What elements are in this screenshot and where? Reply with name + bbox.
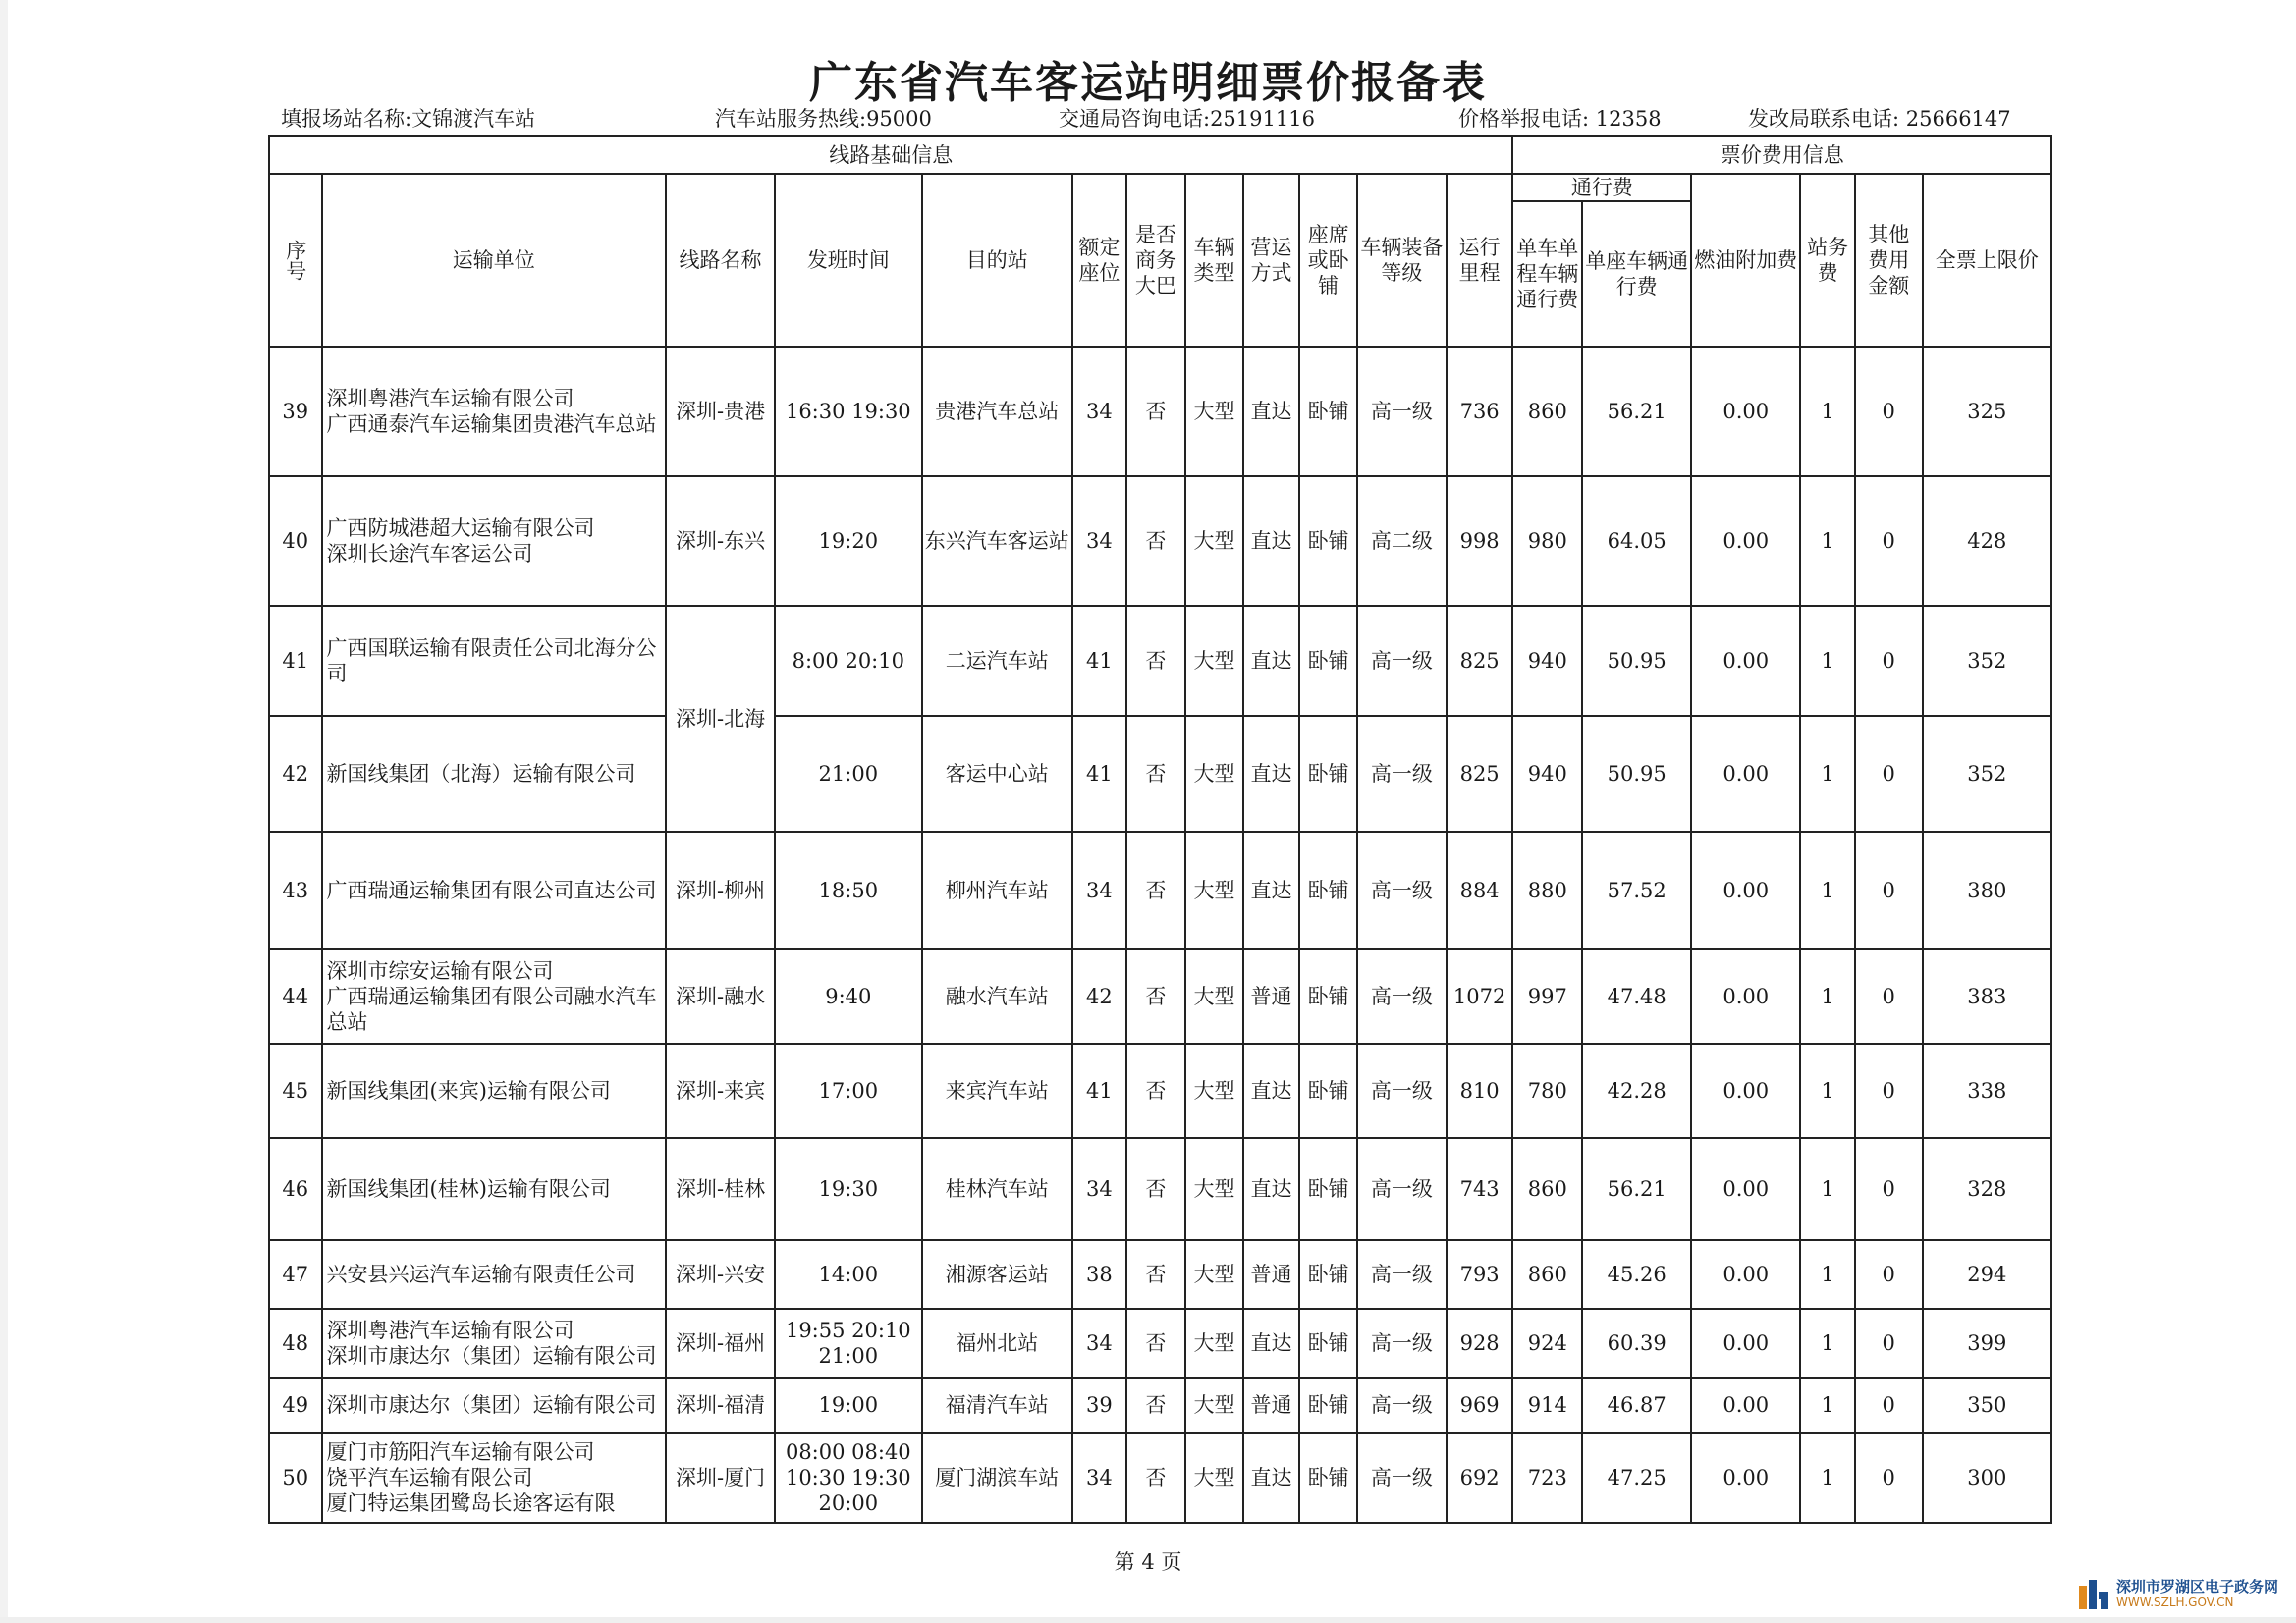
cell-route: 深圳-厦门 — [666, 1433, 775, 1523]
header-toll-seat: 单座车辆通行费 — [1582, 201, 1691, 347]
cell-route: 深圳-来宾 — [666, 1044, 775, 1138]
cell-seq: 48 — [269, 1309, 322, 1378]
cell-seq: 47 — [269, 1240, 322, 1309]
header-dest: 目的站 — [922, 174, 1073, 347]
cell-berth: 卧铺 — [1299, 1240, 1357, 1309]
cell-grade: 高一级 — [1357, 716, 1447, 832]
cell-seq: 41 — [269, 606, 322, 716]
cell-grade: 高一级 — [1357, 1378, 1447, 1433]
cell-toll-seat: 60.39 — [1582, 1309, 1691, 1378]
cell-berth: 卧铺 — [1299, 1433, 1357, 1523]
cell-grade: 高一级 — [1357, 832, 1447, 949]
cell-station-fee: 1 — [1800, 1309, 1855, 1378]
cell-business: 否 — [1126, 1044, 1186, 1138]
header-vtype: 车辆类型 — [1185, 174, 1243, 347]
table-row — [269, 476, 2051, 606]
watermark-name: 深圳市罗湖区电子政务网 — [2115, 1578, 2278, 1596]
cell-business: 否 — [1126, 1138, 1186, 1240]
cell-mileage: 825 — [1447, 606, 1513, 716]
cell-berth: 卧铺 — [1299, 1309, 1357, 1378]
cell-time: 17:00 — [775, 1044, 921, 1138]
cell-vtype: 大型 — [1185, 1378, 1243, 1433]
cell-max: 380 — [1923, 832, 2051, 949]
cell-other: 0 — [1855, 949, 1923, 1044]
cell-business: 否 — [1126, 1240, 1186, 1309]
table-row — [269, 716, 2051, 832]
info-station: 填报场站名称:文锦渡汽车站 — [281, 107, 536, 131]
header-station-fee: 站务费 — [1800, 174, 1855, 347]
cell-business: 否 — [1126, 1378, 1186, 1433]
cell-dest: 二运汽车站 — [922, 606, 1073, 716]
cell-station-fee: 1 — [1800, 716, 1855, 832]
table-row — [269, 1240, 2051, 1309]
cell-mileage: 825 — [1447, 716, 1513, 832]
cell-berth: 卧铺 — [1299, 832, 1357, 949]
cell-toll-single: 860 — [1512, 1240, 1582, 1309]
cell-toll-seat: 47.25 — [1582, 1433, 1691, 1523]
cell-berth: 卧铺 — [1299, 1044, 1357, 1138]
cell-berth: 卧铺 — [1299, 476, 1357, 606]
cell-seats: 34 — [1072, 1433, 1126, 1523]
cell-time: 19:55 20:10 21:00 — [775, 1309, 921, 1378]
cell-time: 8:00 20:10 — [775, 606, 921, 716]
cell-business: 否 — [1126, 606, 1186, 716]
cell-mileage: 810 — [1447, 1044, 1513, 1138]
cell-berth: 卧铺 — [1299, 1378, 1357, 1433]
cell-route: 深圳-柳州 — [666, 832, 775, 949]
cell-company: 广西国联运输有限责任公司北海分公司 — [322, 606, 666, 716]
cell-dest: 东兴汽车客运站 — [922, 476, 1073, 606]
cell-station-fee: 1 — [1800, 949, 1855, 1044]
cell-time: 19:20 — [775, 476, 921, 606]
cell-toll-seat: 42.28 — [1582, 1044, 1691, 1138]
cell-toll-single: 723 — [1512, 1433, 1582, 1523]
cell-fuel: 0.00 — [1691, 1309, 1800, 1378]
header-max: 全票上限价 — [1923, 174, 2051, 347]
cell-time: 21:00 — [775, 716, 921, 832]
cell-seats: 34 — [1072, 476, 1126, 606]
cell-time: 16:30 19:30 — [775, 347, 921, 476]
cell-grade: 高一级 — [1357, 1309, 1447, 1378]
cell-route: 深圳-融水 — [666, 949, 775, 1044]
cell-mode: 直达 — [1243, 606, 1300, 716]
cell-company: 广西防城港超大运输有限公司 深圳长途汽车客运公司 — [322, 476, 666, 606]
cell-seq: 39 — [269, 347, 322, 476]
cell-toll-seat: 50.95 — [1582, 606, 1691, 716]
cell-mode: 直达 — [1243, 347, 1300, 476]
cell-company: 厦门市筋阳汽车运输有限公司 饶平汽车运输有限公司 厦门特运集团鹭岛长途客运有限 — [322, 1433, 666, 1523]
cell-grade: 高一级 — [1357, 1138, 1447, 1240]
cell-other: 0 — [1855, 1138, 1923, 1240]
cell-fuel: 0.00 — [1691, 347, 1800, 476]
cell-mode: 普通 — [1243, 1240, 1300, 1309]
cell-seq: 40 — [269, 476, 322, 606]
cell-mode: 直达 — [1243, 1309, 1300, 1378]
page-title: 广东省汽车客运站明细票价报备表 — [809, 58, 1487, 108]
cell-fuel: 0.00 — [1691, 716, 1800, 832]
cell-berth: 卧铺 — [1299, 716, 1357, 832]
cell-time: 08:00 08:40 10:30 19:30 20:00 — [775, 1433, 921, 1523]
cell-company: 深圳市综安运输有限公司 广西瑞通运输集团有限公司融水汽车总站 — [322, 949, 666, 1044]
cell-toll-seat: 47.48 — [1582, 949, 1691, 1044]
cell-mode: 直达 — [1243, 1044, 1300, 1138]
cell-seats: 38 — [1072, 1240, 1126, 1309]
header-fuel: 燃油附加费 — [1691, 174, 1800, 347]
cell-seq: 45 — [269, 1044, 322, 1138]
watermark-url: WWW.SZLH.GOV.CN — [2115, 1596, 2234, 1609]
cell-vtype: 大型 — [1185, 832, 1243, 949]
cell-seats: 39 — [1072, 1378, 1126, 1433]
cell-time: 14:00 — [775, 1240, 921, 1309]
cell-vtype: 大型 — [1185, 347, 1243, 476]
cell-station-fee: 1 — [1800, 606, 1855, 716]
header-company: 运输单位 — [322, 174, 666, 347]
cell-other: 0 — [1855, 1240, 1923, 1309]
header-other: 其他费用金额 — [1855, 174, 1923, 347]
cell-business: 否 — [1126, 832, 1186, 949]
cell-mileage: 793 — [1447, 1240, 1513, 1309]
cell-other: 0 — [1855, 832, 1923, 949]
header-grade: 车辆装备等级 — [1357, 174, 1447, 347]
table-row — [269, 1044, 2051, 1138]
cell-fuel: 0.00 — [1691, 832, 1800, 949]
cell-max: 300 — [1923, 1433, 2051, 1523]
cell-seats: 41 — [1072, 1044, 1126, 1138]
table-row — [269, 1433, 2051, 1523]
cell-mileage: 743 — [1447, 1138, 1513, 1240]
table-row — [269, 949, 2051, 1044]
cell-fuel: 0.00 — [1691, 1378, 1800, 1433]
header-time: 发班时间 — [775, 174, 921, 347]
cell-other: 0 — [1855, 347, 1923, 476]
cell-fuel: 0.00 — [1691, 476, 1800, 606]
header-berth: 座席或卧铺 — [1299, 174, 1357, 347]
cell-dest: 福州北站 — [922, 1309, 1073, 1378]
cell-vtype: 大型 — [1185, 1309, 1243, 1378]
header-route: 线路名称 — [666, 174, 775, 347]
cell-toll-single: 980 — [1512, 476, 1582, 606]
cell-toll-single: 997 — [1512, 949, 1582, 1044]
cell-route: 深圳-福清 — [666, 1378, 775, 1433]
cell-vtype: 大型 — [1185, 1138, 1243, 1240]
cell-toll-single: 780 — [1512, 1044, 1582, 1138]
cell-toll-single: 914 — [1512, 1378, 1582, 1433]
cell-business: 否 — [1126, 1309, 1186, 1378]
cell-seats: 34 — [1072, 1138, 1126, 1240]
cell-toll-seat: 50.95 — [1582, 716, 1691, 832]
cell-mileage: 1072 — [1447, 949, 1513, 1044]
cell-seq: 49 — [269, 1378, 322, 1433]
cell-max: 352 — [1923, 716, 2051, 832]
cell-max: 352 — [1923, 606, 2051, 716]
cell-vtype: 大型 — [1185, 476, 1243, 606]
cell-station-fee: 1 — [1800, 1240, 1855, 1309]
cell-business: 否 — [1126, 949, 1186, 1044]
fare-table — [268, 135, 2052, 1524]
scan-edge-bottom — [0, 1617, 2296, 1623]
cell-toll-single: 880 — [1512, 832, 1582, 949]
cell-toll-single: 860 — [1512, 1138, 1582, 1240]
cell-toll-seat: 45.26 — [1582, 1240, 1691, 1309]
cell-time: 9:40 — [775, 949, 921, 1044]
cell-berth: 卧铺 — [1299, 949, 1357, 1044]
cell-seq: 42 — [269, 716, 322, 832]
cell-mode: 普通 — [1243, 949, 1300, 1044]
cell-company: 新国线集团(来宾)运输有限公司 — [322, 1044, 666, 1138]
cell-vtype: 大型 — [1185, 949, 1243, 1044]
cell-seats: 42 — [1072, 949, 1126, 1044]
table-row — [269, 606, 2051, 716]
cell-dest: 桂林汽车站 — [922, 1138, 1073, 1240]
cell-station-fee: 1 — [1800, 476, 1855, 606]
cell-fuel: 0.00 — [1691, 1240, 1800, 1309]
cell-seq: 50 — [269, 1433, 322, 1523]
cell-business: 否 — [1126, 1433, 1186, 1523]
cell-other: 0 — [1855, 1044, 1923, 1138]
section-fee: 票价费用信息 — [1512, 136, 2051, 174]
cell-mode: 直达 — [1243, 716, 1300, 832]
cell-business: 否 — [1126, 347, 1186, 476]
cell-time: 19:00 — [775, 1378, 921, 1433]
header-seats: 额定座位 — [1072, 174, 1126, 347]
cell-other: 0 — [1855, 1309, 1923, 1378]
cell-station-fee: 1 — [1800, 1378, 1855, 1433]
info-price-phone: 价格举报电话: 12358 — [1458, 107, 1662, 131]
scan-edge-left — [0, 0, 8, 1623]
section-basic: 线路基础信息 — [269, 136, 1512, 174]
cell-grade: 高一级 — [1357, 949, 1447, 1044]
cell-seq: 44 — [269, 949, 322, 1044]
cell-dest: 贵港汽车总站 — [922, 347, 1073, 476]
cell-mileage: 998 — [1447, 476, 1513, 606]
cell-business: 否 — [1126, 716, 1186, 832]
header-business: 是否商务大巴 — [1126, 174, 1186, 347]
cell-seats: 41 — [1072, 606, 1126, 716]
cell-station-fee: 1 — [1800, 1044, 1855, 1138]
watermark — [2077, 1578, 2278, 1611]
cell-company: 兴安县兴运汽车运输有限责任公司 — [322, 1240, 666, 1309]
page-number: 第 4 页 — [1114, 1550, 1182, 1574]
cell-mode: 直达 — [1243, 1433, 1300, 1523]
cell-vtype: 大型 — [1185, 716, 1243, 832]
cell-mileage: 928 — [1447, 1309, 1513, 1378]
cell-station-fee: 1 — [1800, 347, 1855, 476]
cell-fuel: 0.00 — [1691, 1433, 1800, 1523]
cell-fuel: 0.00 — [1691, 606, 1800, 716]
cell-fuel: 0.00 — [1691, 1138, 1800, 1240]
table-row — [269, 1138, 2051, 1240]
cell-berth: 卧铺 — [1299, 606, 1357, 716]
cell-max: 399 — [1923, 1309, 2051, 1378]
cell-toll-seat: 46.87 — [1582, 1378, 1691, 1433]
cell-dest: 柳州汽车站 — [922, 832, 1073, 949]
cell-vtype: 大型 — [1185, 1433, 1243, 1523]
cell-route: 深圳-北海 — [666, 606, 775, 832]
table-row — [269, 1309, 2051, 1378]
cell-grade: 高二级 — [1357, 476, 1447, 606]
cell-dest: 融水汽车站 — [922, 949, 1073, 1044]
cell-company: 深圳市康达尔（集团）运输有限公司 — [322, 1378, 666, 1433]
cell-dest: 湘源客运站 — [922, 1240, 1073, 1309]
cell-vtype: 大型 — [1185, 1240, 1243, 1309]
cell-company: 深圳粤港汽车运输有限公司 深圳市康达尔（集团）运输有限公司 — [322, 1309, 666, 1378]
header-toll-group: 通行费 — [1512, 174, 1691, 201]
cell-seats: 34 — [1072, 1309, 1126, 1378]
cell-dest: 厦门湖滨车站 — [922, 1433, 1073, 1523]
cell-toll-single: 924 — [1512, 1309, 1582, 1378]
cell-max: 383 — [1923, 949, 2051, 1044]
cell-company: 新国线集团(桂林)运输有限公司 — [322, 1138, 666, 1240]
cell-seats: 41 — [1072, 716, 1126, 832]
cell-toll-seat: 56.21 — [1582, 1138, 1691, 1240]
cell-route: 深圳-东兴 — [666, 476, 775, 606]
cell-toll-seat: 57.52 — [1582, 832, 1691, 949]
cell-time: 18:50 — [775, 832, 921, 949]
cell-mileage: 969 — [1447, 1378, 1513, 1433]
cell-toll-single: 940 — [1512, 606, 1582, 716]
cell-other: 0 — [1855, 476, 1923, 606]
cell-berth: 卧铺 — [1299, 347, 1357, 476]
cell-toll-single: 860 — [1512, 347, 1582, 476]
cell-mileage: 692 — [1447, 1433, 1513, 1523]
info-hotline: 汽车站服务热线:95000 — [715, 107, 932, 131]
table-row — [269, 832, 2051, 949]
info-dev-phone: 发改局联系电话: 25666147 — [1748, 107, 2011, 131]
cell-mileage: 884 — [1447, 832, 1513, 949]
cell-station-fee: 1 — [1800, 1433, 1855, 1523]
cell-company: 深圳粤港汽车运输有限公司 广西通泰汽车运输集团贵港汽车总站 — [322, 347, 666, 476]
cell-max: 428 — [1923, 476, 2051, 606]
cell-other: 0 — [1855, 1433, 1923, 1523]
cell-other: 0 — [1855, 1378, 1923, 1433]
table-row — [269, 347, 2051, 476]
cell-grade: 高一级 — [1357, 347, 1447, 476]
cell-grade: 高一级 — [1357, 1240, 1447, 1309]
cell-mode: 普通 — [1243, 1378, 1300, 1433]
cell-other: 0 — [1855, 606, 1923, 716]
cell-mileage: 736 — [1447, 347, 1513, 476]
cell-seats: 34 — [1072, 347, 1126, 476]
cell-other: 0 — [1855, 716, 1923, 832]
cell-grade: 高一级 — [1357, 606, 1447, 716]
cell-dest: 来宾汽车站 — [922, 1044, 1073, 1138]
cell-berth: 卧铺 — [1299, 1138, 1357, 1240]
info-transport-phone: 交通局咨询电话:25191116 — [1059, 107, 1315, 131]
cell-seats: 34 — [1072, 832, 1126, 949]
cell-seq: 46 — [269, 1138, 322, 1240]
cell-station-fee: 1 — [1800, 1138, 1855, 1240]
cell-max: 350 — [1923, 1378, 2051, 1433]
cell-route: 深圳-福州 — [666, 1309, 775, 1378]
cell-grade: 高一级 — [1357, 1433, 1447, 1523]
cell-seq: 43 — [269, 832, 322, 949]
table-row — [269, 1378, 2051, 1433]
cell-company: 新国线集团（北海）运输有限公司 — [322, 716, 666, 832]
cell-company: 广西瑞通运输集团有限公司直达公司 — [322, 832, 666, 949]
cell-business: 否 — [1126, 476, 1186, 606]
cell-max: 328 — [1923, 1138, 2051, 1240]
cell-route: 深圳-桂林 — [666, 1138, 775, 1240]
cell-mode: 直达 — [1243, 832, 1300, 949]
cell-route: 深圳-兴安 — [666, 1240, 775, 1309]
cell-vtype: 大型 — [1185, 1044, 1243, 1138]
cell-fuel: 0.00 — [1691, 949, 1800, 1044]
cell-grade: 高一级 — [1357, 1044, 1447, 1138]
cell-route: 深圳-贵港 — [666, 347, 775, 476]
cell-station-fee: 1 — [1800, 832, 1855, 949]
cell-max: 294 — [1923, 1240, 2051, 1309]
cell-dest: 福清汽车站 — [922, 1378, 1073, 1433]
cell-mode: 直达 — [1243, 1138, 1300, 1240]
cell-max: 325 — [1923, 347, 2051, 476]
cell-time: 19:30 — [775, 1138, 921, 1240]
cell-mode: 直达 — [1243, 476, 1300, 606]
header-mode: 营运方式 — [1243, 174, 1300, 347]
header-seq: 序号 — [269, 174, 322, 347]
cell-dest: 客运中心站 — [922, 716, 1073, 832]
cell-toll-seat: 56.21 — [1582, 347, 1691, 476]
cell-fuel: 0.00 — [1691, 1044, 1800, 1138]
cell-vtype: 大型 — [1185, 606, 1243, 716]
header-toll-single: 单车单程车辆通行费 — [1512, 201, 1582, 347]
cell-toll-single: 940 — [1512, 716, 1582, 832]
header-mileage: 运行里程 — [1447, 174, 1513, 347]
cell-toll-seat: 64.05 — [1582, 476, 1691, 606]
site-logo-icon — [2077, 1578, 2110, 1611]
cell-max: 338 — [1923, 1044, 2051, 1138]
